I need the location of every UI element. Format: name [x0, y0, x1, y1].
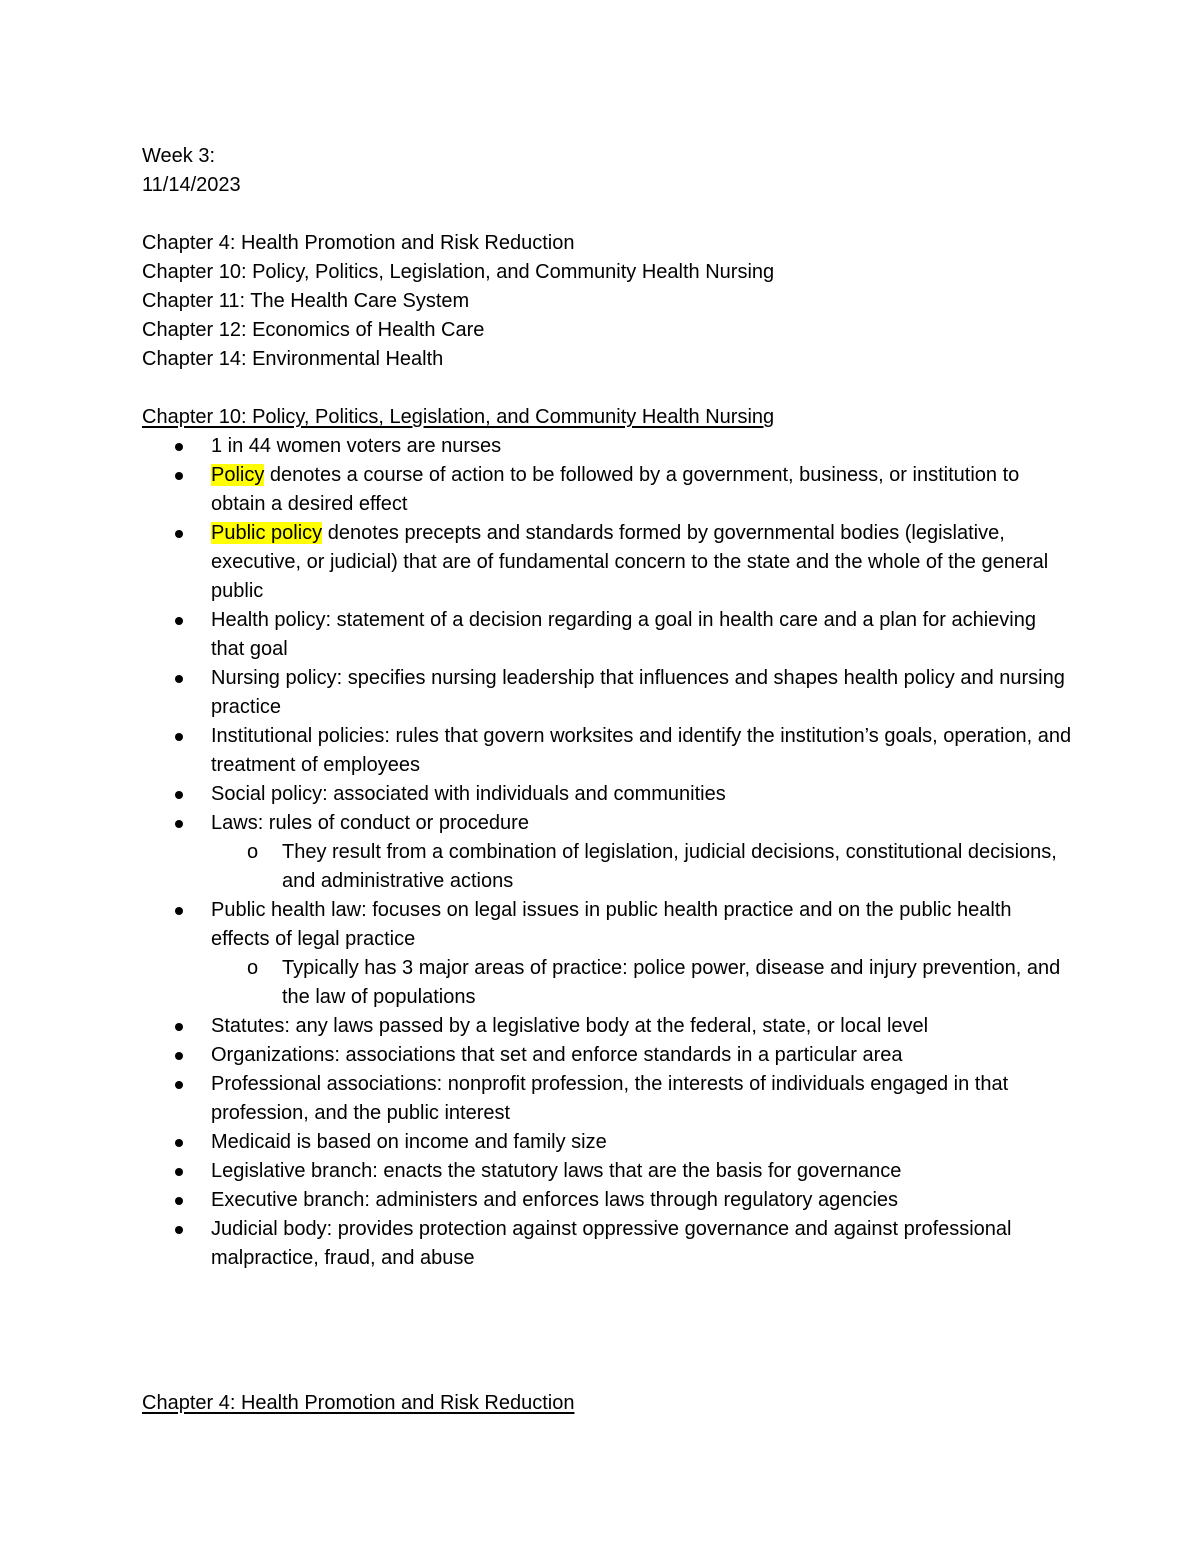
bullet-text: Medicaid is based on income and family size	[211, 1131, 607, 1153]
bullet-text: Laws: rules of conduct or procedure	[211, 812, 529, 834]
highlighted-term: Public policy	[211, 522, 323, 544]
bullet-item	[142, 664, 1072, 722]
bullet-dot-icon	[175, 733, 183, 741]
bullet-item	[142, 1215, 1072, 1273]
bullet-dot-icon	[175, 675, 183, 683]
bullet-dot-icon	[175, 1168, 183, 1176]
bullet-item	[142, 896, 1072, 1012]
circle-bullet-icon: o	[247, 841, 259, 863]
bullet-text: Institutional policies: rules that govern worksites and identify the institution’s goals, operation, and treatment of employees	[211, 725, 1072, 776]
highlighted-term: Policy	[211, 464, 265, 486]
bullet-dot-icon	[175, 1023, 183, 1031]
week-label: Week 3:	[142, 145, 215, 167]
bullet-dot-icon	[175, 472, 183, 480]
chapter-list-item: Chapter 4: Health Promotion and Risk Reduction	[142, 232, 575, 254]
sub-bullet-item	[211, 954, 1072, 1012]
bullet-text: Social policy: associated with individuals and communities	[211, 783, 726, 805]
bullet-dot-icon	[175, 617, 183, 625]
sub-bullet-text: Typically has 3 major areas of practice: police power, disease and injury prevention, and the law of populations	[282, 957, 1061, 1008]
bullet-item	[142, 1070, 1072, 1128]
bullet-dot-icon	[175, 820, 183, 828]
bullet-item	[142, 519, 1072, 606]
sub-bullet-text: They result from a combination of legislation, judicial decisions, constitutional decisions, and administrative actions	[282, 841, 1057, 892]
bullet-item	[142, 432, 1072, 461]
bullet-text: Statutes: any laws passed by a legislative body at the federal, state, or local level	[211, 1015, 929, 1037]
sub-bullet-item	[211, 838, 1072, 896]
bullet-dot-icon	[175, 791, 183, 799]
section-heading-chapter-10: Chapter 10: Policy, Politics, Legislation, and Community Health Nursing	[142, 406, 775, 428]
bullet-item	[142, 1157, 1072, 1186]
section-heading-chapter-4: Chapter 4: Health Promotion and Risk Reduction	[142, 1392, 575, 1414]
bullet-dot-icon	[175, 1226, 183, 1234]
sub-bullet-list	[211, 838, 1072, 896]
bullet-text: Executive branch: administers and enforces laws through regulatory agencies	[211, 1189, 899, 1211]
spacer	[142, 1273, 1072, 1389]
bullet-text: Organizations: associations that set and enforce standards in a particular area	[211, 1044, 903, 1066]
chapter-list-item: Chapter 11: The Health Care System	[142, 290, 470, 312]
bullet-item	[142, 1012, 1072, 1041]
bullet-dot-icon	[175, 1139, 183, 1147]
bullet-dot-icon	[175, 1081, 183, 1089]
bullet-dot-icon	[175, 1197, 183, 1205]
chapter-list-item: Chapter 14: Environmental Health	[142, 348, 444, 370]
bullet-dot-icon	[175, 1052, 183, 1060]
bullet-text: denotes precepts and standards formed by governmental bodies (legislative, executive, or judicial) that are of fundamental concern to the state and the whole of the general public	[211, 522, 1049, 602]
bullet-text: Legislative branch: enacts the statutory laws that are the basis for governance	[211, 1160, 902, 1182]
document-body	[142, 142, 1072, 1418]
bullet-text: Public health law: focuses on legal issues in public health practice and on the public health effects of legal practice	[211, 899, 1012, 950]
bullet-dot-icon	[175, 907, 183, 915]
bullet-text: Judicial body: provides protection against oppressive governance and against professional malpractice, fraud, and abuse	[211, 1218, 1012, 1269]
bullet-text: Health policy: statement of a decision regarding a goal in health care and a plan for achieving that goal	[211, 609, 1036, 660]
bullet-dot-icon	[175, 530, 183, 538]
circle-bullet-icon: o	[247, 957, 259, 979]
bullet-text: denotes a course of action to be followed by a government, business, or institution to obtain a desired effect	[211, 464, 1020, 515]
sub-bullet-list	[211, 954, 1072, 1012]
bullet-item	[142, 606, 1072, 664]
bullet-text: 1 in 44 women voters are nurses	[211, 435, 502, 457]
bullet-text: Nursing policy: specifies nursing leadership that influences and shapes health policy and nursing practice	[211, 667, 1065, 718]
bullet-item	[142, 722, 1072, 780]
bullet-item	[142, 780, 1072, 809]
date-label: 11/14/2023	[142, 174, 241, 196]
bullet-item	[142, 461, 1072, 519]
bullet-dot-icon	[175, 443, 183, 451]
chapter-list	[142, 229, 1072, 374]
bullet-item	[142, 1186, 1072, 1215]
spacer	[142, 200, 1072, 229]
bullet-text: Professional associations: nonprofit profession, the interests of individuals engaged in that profession, and the public interest	[211, 1073, 1009, 1124]
bullet-item	[142, 1128, 1072, 1157]
bullet-item	[142, 809, 1072, 896]
spacer	[142, 374, 1072, 403]
chapter-list-item: Chapter 10: Policy, Politics, Legislation, and Community Health Nursing	[142, 261, 775, 283]
bullet-item	[142, 1041, 1072, 1070]
chapter-10-bullet-list	[142, 432, 1072, 1273]
chapter-list-item: Chapter 12: Economics of Health Care	[142, 319, 485, 341]
